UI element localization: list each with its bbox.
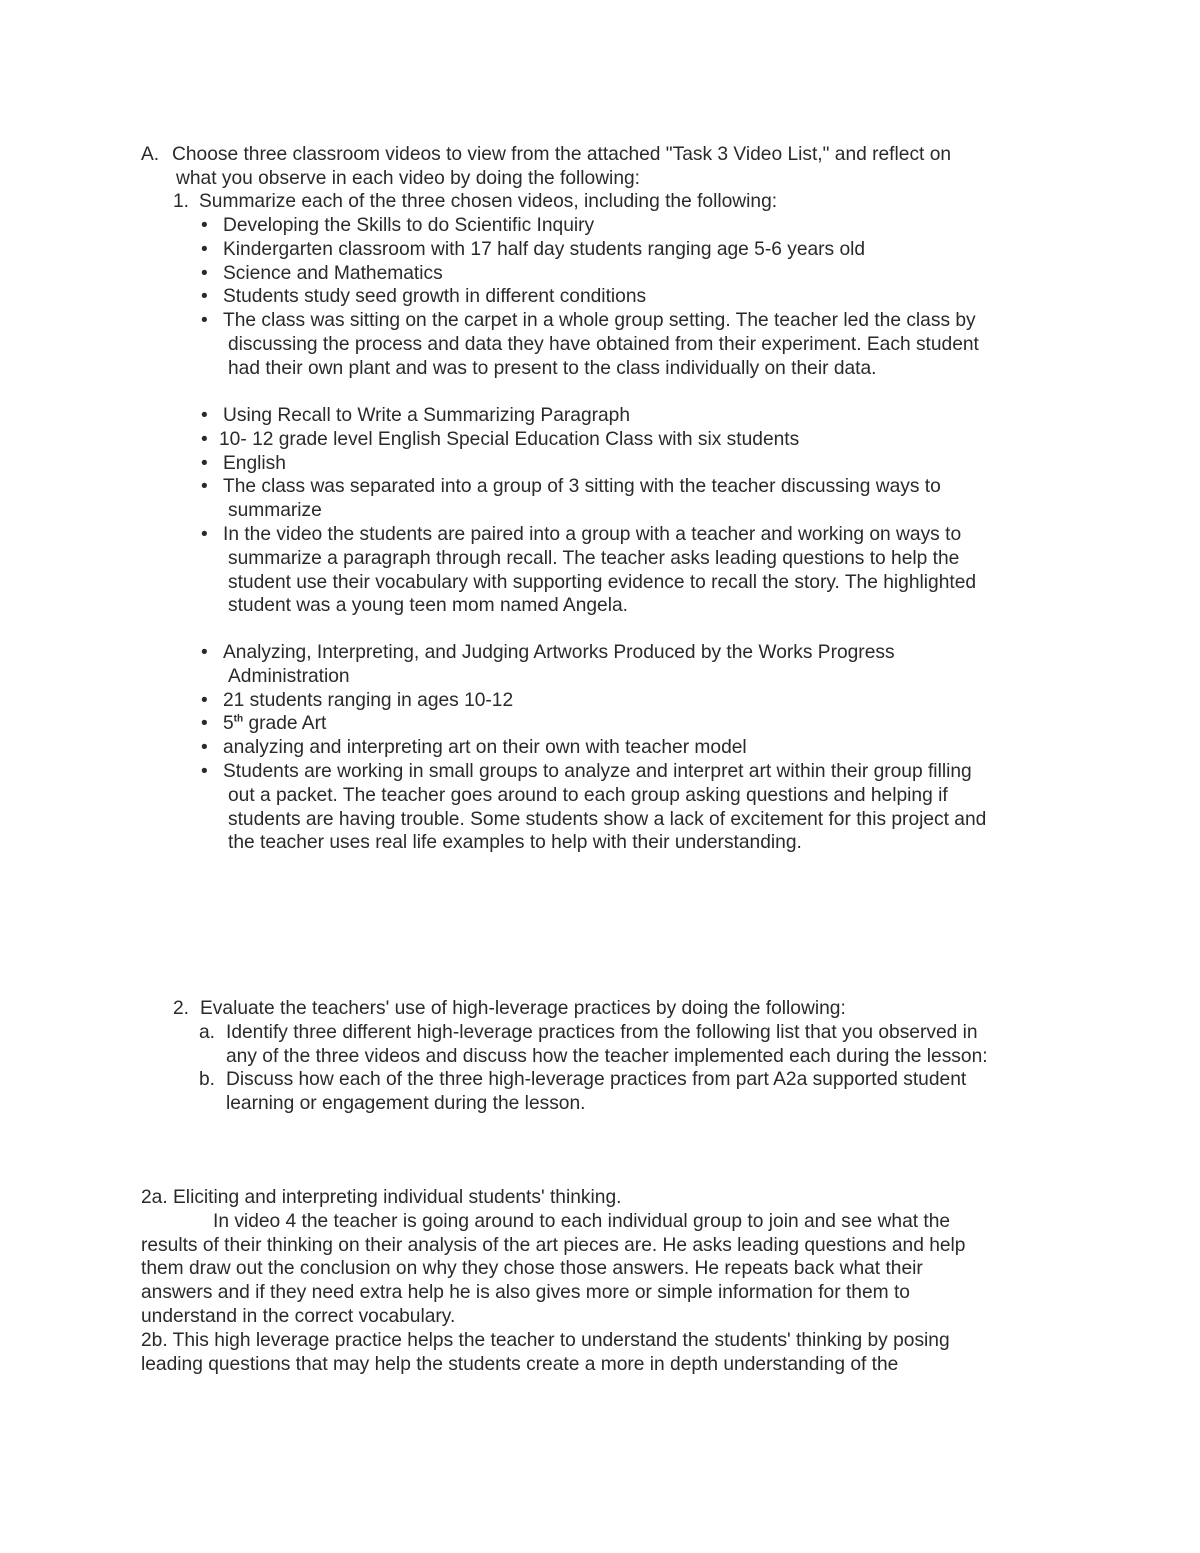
bullet-icon: • [201, 760, 208, 782]
bullet-item: • Kindergarten classroom with 17 half day students ranging age 5-6 years old [201, 238, 866, 260]
answer-section [141, 1186, 965, 1376]
item-2a: a. Identify three different high-leverage practices from the following list that you observed in any of the three videos and discuss how the teacher implemented each during the lesson: [199, 1022, 988, 1067]
section-a-line: what you observe in each video by doing the following: [176, 167, 640, 189]
bullet-item: • English [201, 452, 286, 474]
section-a-line: Choose three classroom videos to view from the attached "Task 3 Video List," and reflect on [172, 144, 952, 165]
bullet-item: • analyzing and interpreting art on their own with teacher model [201, 737, 747, 759]
item-1-marker: 1. [173, 191, 190, 212]
bullet-item: • 5th grade Art [201, 713, 327, 735]
item-1-text: Summarize each of the three chosen videos, including the following: [199, 191, 778, 212]
bullet-icon: • [201, 428, 208, 450]
bullet-icon: • [201, 238, 208, 260]
section-a [141, 143, 952, 191]
section-a-marker: A. [141, 144, 160, 165]
bullet-item: • In the video the students are paired into a group with a teacher and working on ways to summarize a paragraph through recall. The teacher asks leading questions to help the student use their vocabulary with supporting evidence to recall the story. The highlighted student was a young teen mom named Angela. [201, 523, 977, 617]
bullet-icon: • [201, 262, 208, 284]
item-2a-marker: a. [199, 1022, 216, 1043]
answer-2b-paragraph: 2b. This high leverage practice helps the teacher to understand the students' thinking by posing leading questions that may help the students create a more in depth understanding of the [141, 1329, 950, 1375]
item-2b-marker: b. [199, 1069, 216, 1090]
video-1-list [201, 214, 979, 381]
bullet-item: • 21 students ranging in ages 10-12 [201, 689, 514, 711]
bullet-icon: • [201, 286, 208, 308]
video-3-list [201, 641, 987, 855]
item-2-text: Evaluate the teachers' use of high-leverage practices by doing the following: [200, 998, 846, 1019]
answer-2a-paragraph: In video 4 the teacher is going around to each individual group to join and see what the results of their thinking on their analysis of the art pieces are. He asks leading questions and help them draw out the conclusion on why they chose those answers. He repeats back what their answers and if they need extra help he is also gives more or simple information for them to understand in the correct vocabulary. [141, 1210, 966, 1327]
bullet-item: • The class was separated into a group of 3 sitting with the teacher discussing ways to summarize [201, 476, 941, 522]
bullet-icon: • [201, 215, 208, 236]
bullet-icon: • [201, 476, 208, 498]
bullet-icon: • [201, 689, 208, 711]
bullet-item: • Developing the Skills to do Scientific Inquiry [201, 215, 595, 236]
bullet-icon: • [201, 713, 208, 735]
bullet-item: • Science and Mathematics [201, 262, 443, 284]
bullet-icon: • [201, 737, 208, 759]
item-2 [173, 997, 846, 1021]
answer-2a-heading: 2a. Eliciting and interpreting individual students' thinking. [141, 1187, 622, 1208]
bullet-icon: • [201, 310, 208, 332]
bullet-icon: • [201, 642, 208, 663]
bullet-icon: • [201, 523, 208, 545]
bullet-item: • The class was sitting on the carpet in a whole group setting. The teacher led the class by discussing the process and data they have obtained from their experiment. Each student had their own plant and was to present to the class individually on their data. [201, 310, 979, 379]
bullet-item: • Students study seed growth in different conditions [201, 286, 647, 308]
bullet-item: • Using Recall to Write a Summarizing Paragraph [201, 405, 631, 426]
item-1 [173, 190, 778, 214]
video-2-list [201, 404, 977, 618]
bullet-icon: • [201, 452, 208, 474]
item-2b: b. Discuss how each of the three high-leverage practices from part A2a supported student learning or engagement during the lesson. [199, 1069, 967, 1114]
bullet-item: • 10- 12 grade level English Special Education Class with six students [201, 428, 800, 450]
bullet-icon: • [201, 405, 208, 426]
bullet-item: • Students are working in small groups to analyze and interpret art within their group filling out a packet. The teacher goes around to each group asking questions and helping if students are having trouble. Some students show a lack of excitement for this project and the teacher uses real life examples to help with their understanding. [201, 760, 987, 854]
bullet-item: • Analyzing, Interpreting, and Judging Artworks Produced by the Works Progress Administration [201, 642, 895, 687]
item-2-marker: 2. [173, 998, 190, 1019]
